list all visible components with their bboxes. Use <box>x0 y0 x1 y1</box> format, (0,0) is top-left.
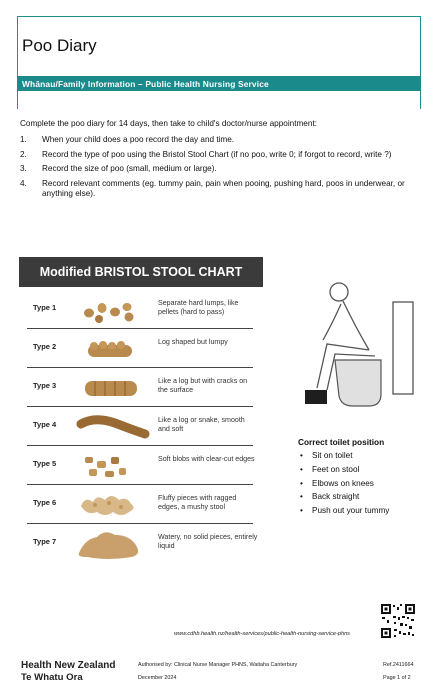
stool-type-row <box>27 446 253 485</box>
header-frame <box>17 16 421 109</box>
stool-type-row <box>27 290 253 329</box>
toilet-position-item: • Back straight <box>298 492 389 506</box>
toilet-position-item: • Elbows on knees <box>298 479 389 493</box>
toilet-position-title: Correct toilet position <box>298 437 385 447</box>
type3-cracked-log-image <box>75 371 150 405</box>
reference-number: Ref.2411664 <box>383 662 414 668</box>
stool-type-description: Separate hard lumps, like pellets (hard to pass) <box>158 299 239 316</box>
instruction-number: 2. <box>20 149 27 159</box>
te-whatu-ora-logo-text: Te Whatu Ora <box>21 672 83 683</box>
type6-mushy-pieces-image <box>75 488 150 522</box>
instruction-item <box>20 164 420 175</box>
type2-lumpy-log-image <box>75 332 150 366</box>
stool-type-row <box>27 329 253 368</box>
stool-type-label: Type 6 <box>33 498 57 507</box>
service-banner: Whānau/Family Information – Public Health Nursing Service <box>17 76 421 91</box>
stool-chart <box>27 290 258 563</box>
stool-type-label: Type 5 <box>33 459 57 468</box>
stool-type-label: Type 3 <box>33 381 57 390</box>
toilet-position-item: • Push out your tummy <box>298 506 389 520</box>
type5-soft-blobs-image <box>75 449 150 483</box>
toilet-position-illustration <box>285 270 417 425</box>
instruction-text: Record relevant comments (eg. tummy pain, pain when pooing, pushing hard, poos in underwear, or anything else). <box>42 178 405 198</box>
stool-type-label: Type 7 <box>33 537 57 546</box>
publish-date: December 2024 <box>138 675 177 681</box>
page-title: Poo Diary <box>22 36 97 55</box>
authorised-by: Authorised by: Clinical Nurse Manager PHNS, Waitaha Canterbury <box>138 662 298 668</box>
instruction-item <box>20 150 420 161</box>
stool-type-row <box>27 524 258 563</box>
website-link[interactable]: www.cdhb.health.nz/health-services/public-health-nursing-service-phns <box>174 631 350 637</box>
type7-liquid-image <box>75 527 150 561</box>
stool-type-description: Like a log or snake, smooth and soft <box>158 416 245 433</box>
stool-chart-title: Modified BRISTOL STOOL CHART <box>19 257 263 287</box>
stool-type-row <box>27 407 253 446</box>
instruction-number: 1. <box>20 135 27 144</box>
stool-type-description: Watery, no solid pieces, entirely liquid <box>158 533 258 550</box>
intro-text: Complete the poo diary for 14 days, then take to child's doctor/nurse appointment: <box>20 119 317 128</box>
type4-smooth-log-image <box>75 410 150 444</box>
instruction-item <box>20 135 420 146</box>
instruction-text: Record the type of poo using the Bristol Stool Chart (if no poo, write 0; if forgot to record, write ?) <box>42 149 392 159</box>
stool-type-description: Like a log but with cracks on the surface <box>158 377 248 394</box>
qr-code[interactable] <box>380 603 416 639</box>
instruction-text: Record the size of poo (small, medium or large). <box>42 164 217 173</box>
type1-pellets-image <box>75 293 150 327</box>
toilet-position-list <box>298 451 389 520</box>
stool-type-row <box>27 368 253 407</box>
instruction-number: 3. <box>20 164 27 173</box>
stool-type-label: Type 2 <box>33 342 57 351</box>
toilet-position-item: • Sit on toilet <box>298 451 389 465</box>
stool-type-description: Log shaped but lumpy <box>158 338 228 346</box>
stool-type-label: Type 4 <box>33 420 57 429</box>
stool-type-description: Fluffy pieces with ragged edges, a mushy stool <box>158 494 237 511</box>
instruction-list <box>20 135 420 204</box>
stool-type-description: Soft blobs with clear-cut edges <box>158 455 255 463</box>
page-number: Page 1 of 2 <box>383 675 411 681</box>
instruction-item <box>20 179 420 200</box>
health-nz-logo-text: Health New Zealand <box>21 660 116 671</box>
instruction-number: 4. <box>20 178 27 188</box>
stool-type-label: Type 1 <box>33 303 57 312</box>
toilet-position-item: • Feet on stool <box>298 465 389 479</box>
instruction-text: When your child does a poo record the day and time. <box>42 135 235 144</box>
stool-type-row <box>27 485 253 524</box>
